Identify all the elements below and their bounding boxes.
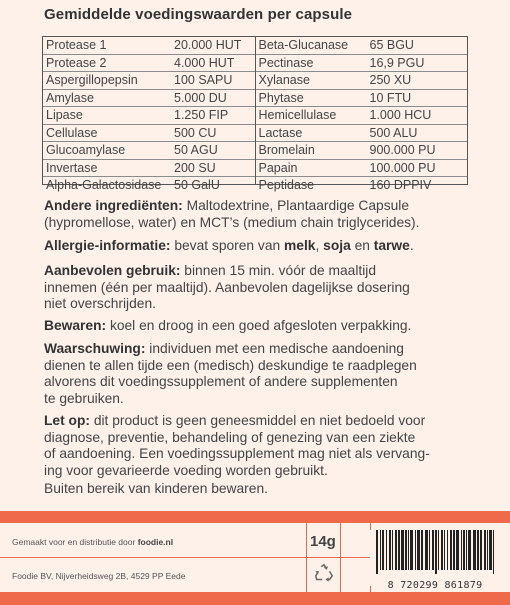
nutrient-row xyxy=(43,72,255,90)
barcode-bar xyxy=(477,530,479,570)
nutrient-value: 50 AGU xyxy=(174,143,218,157)
nutrient-row xyxy=(256,72,468,90)
distributor-text: Gemaakt voor en distributie door foodie.nl xyxy=(12,537,174,547)
usage-text: Aanbevolen gebruik: binnen 15 min. vóór de maaltijd innemen (één per maaltijd). Aanbevolen dagelijkse dosering niet overschrijden. xyxy=(44,263,410,311)
nutrient-row xyxy=(256,125,468,143)
children-warning: Buiten bereik van kinderen bewaren. xyxy=(44,481,268,496)
barcode-bar xyxy=(376,530,378,574)
barcode-bar xyxy=(408,530,409,570)
nutrient-row xyxy=(43,90,255,108)
barcode-bar xyxy=(417,530,420,570)
barcode-bar xyxy=(453,530,455,570)
nutrient-name: Papain xyxy=(258,160,298,175)
address-text: Foodie BV, Nijverheidsweg 2B, 4529 PP Eede xyxy=(12,571,186,581)
storage-text: Bewaren: koel en droog in een goed afgesloten verpakking. xyxy=(44,318,412,333)
barcode-bar xyxy=(463,530,465,570)
nutrient-row xyxy=(256,142,468,160)
barcode-bar xyxy=(466,530,467,570)
nutrient-value: 65 BGU xyxy=(369,38,414,52)
nutrient-name: Hemicellulase xyxy=(258,108,337,122)
nutrient-name: Glucoamylase xyxy=(46,143,126,157)
nutrient-row xyxy=(256,55,468,73)
footer-divider xyxy=(340,523,341,592)
nutrient-value: 4.000 HUT xyxy=(174,55,235,70)
footer-divider xyxy=(0,557,370,558)
nutrient-value: 200 SU xyxy=(174,160,216,175)
barcode-bar xyxy=(398,530,400,570)
nutrient-row xyxy=(43,177,255,194)
barcode-bar xyxy=(473,530,476,570)
nutrient-row xyxy=(256,177,468,194)
nutrient-value: 500 ALU xyxy=(369,125,418,140)
recycle-icon xyxy=(313,563,335,585)
barcode-bar xyxy=(421,530,423,570)
barcode-bar xyxy=(480,530,482,570)
barcode-bar xyxy=(432,530,434,570)
barcode-bar xyxy=(410,530,413,570)
nutrient-value: 100.000 PU xyxy=(369,160,436,175)
nutrient-name: Protease 1 xyxy=(46,38,107,52)
nutrition-table-right xyxy=(255,37,468,192)
nutrient-name: Alpha-Galactosidase xyxy=(46,178,162,192)
barcode-bar xyxy=(405,530,407,570)
barcode-bar xyxy=(489,530,492,570)
nutrient-value: 20.000 HUT xyxy=(174,38,242,52)
barcode-bar xyxy=(401,530,404,570)
barcode-bar xyxy=(450,530,452,570)
nutrient-name: Lactase xyxy=(258,125,303,140)
nutrient-value: 1.000 HCU xyxy=(369,108,432,122)
nutrient-row xyxy=(256,160,468,178)
barcode-bar xyxy=(484,530,486,570)
orange-band-bottom xyxy=(0,592,510,605)
note-text: Let op: dit product is geen geneesmiddel en niet bedoeld voor diagnose, preventie, behandeling of genezing van een ziekte of aandoening. Een voedingssupplement mag niet als vervang- ing voor gevarieerde voeding worden gebruikt. xyxy=(44,413,430,478)
nutrient-name: Cellulase xyxy=(46,125,98,140)
nutrient-row xyxy=(256,37,468,55)
barcode-bar xyxy=(429,530,430,570)
nutrient-row xyxy=(256,107,468,125)
nutrient-value: 50 GalU xyxy=(174,178,220,192)
nutrient-name: Pectinase xyxy=(258,55,314,70)
nutrient-name: Peptidase xyxy=(258,178,315,192)
barcode-bar xyxy=(461,530,462,570)
nutrient-value: 1.250 FIP xyxy=(174,108,229,122)
nutrient-row xyxy=(43,107,255,125)
ingredients-text: Andere ingrediënten: Maltodextrine, Plantaardige Capsule (hypromellose, water) en MCT’s (medium chain triglycerides). xyxy=(44,198,420,230)
nutrient-name: Lipase xyxy=(46,108,83,122)
nutrient-name: Bromelain xyxy=(258,143,315,157)
nutrition-table xyxy=(42,36,468,192)
footer-divider xyxy=(306,523,307,592)
nutrient-row xyxy=(43,160,255,178)
nutrient-name: Amylase xyxy=(46,90,94,105)
nutrition-table-left xyxy=(43,37,255,192)
barcode-bars xyxy=(370,530,500,574)
nutrient-row xyxy=(43,55,255,73)
barcode-bar xyxy=(415,530,416,570)
barcode-bar xyxy=(435,530,437,574)
barcode-bar xyxy=(392,530,393,570)
nutrient-name: Protease 2 xyxy=(46,55,107,70)
barcode-bar xyxy=(386,530,387,570)
barcode-bar xyxy=(382,530,384,570)
nutrient-value: 160 DPPIV xyxy=(369,178,432,192)
nutrient-name: Xylanase xyxy=(258,73,310,87)
nutrient-value: 100 SAPU xyxy=(174,73,233,87)
nutrient-row xyxy=(256,90,468,108)
nutrient-value: 10 FTU xyxy=(369,90,412,105)
warning-text: Waarschuwing: individuen met een medische aandoening dienen te allen tijde een (medisch) deskundige te raadplegen alvorens dit voedingssupplement of andere supplementen te gebruiken. xyxy=(44,341,417,406)
nutrient-name: Beta-Glucanase xyxy=(258,38,349,52)
nutrient-row xyxy=(43,125,255,143)
barcode xyxy=(370,530,500,591)
nutrient-value: 500 CU xyxy=(174,125,217,140)
barcode-bar xyxy=(444,530,445,570)
barcode-bar xyxy=(468,530,471,570)
barcode-bar xyxy=(438,530,439,570)
orange-band-top xyxy=(0,511,510,523)
barcode-bar xyxy=(395,530,397,570)
nutrition-heading: Gemiddelde voedingswaarden per capsule xyxy=(44,6,353,23)
barcode-bar xyxy=(389,530,391,570)
nutrient-value: 5.000 DU xyxy=(174,90,227,105)
nutrient-row xyxy=(43,142,255,160)
barcode-bar xyxy=(456,530,459,570)
barcode-bar xyxy=(441,530,443,570)
barcode-bar xyxy=(447,530,448,570)
barcode-number: 8 720299 861879 xyxy=(387,580,483,591)
nutrient-value: 16,9 PGU xyxy=(369,55,425,70)
nutrient-name: Invertase xyxy=(46,160,98,175)
nutrient-name: Phytase xyxy=(258,90,304,105)
barcode-bar xyxy=(380,530,381,570)
weight-label: 14g xyxy=(310,533,336,550)
nutrient-name: Aspergillopepsin xyxy=(46,73,138,87)
barcode-bar xyxy=(493,530,494,574)
nutrient-row xyxy=(43,37,255,55)
barcode-bar xyxy=(487,530,488,570)
nutrient-value: 900.000 PU xyxy=(369,143,436,157)
nutrient-value: 250 XU xyxy=(369,73,412,87)
barcode-bar xyxy=(425,530,428,570)
allergy-text: Allergie-informatie: bevat sporen van melk, soja en tarwe. xyxy=(44,238,414,253)
